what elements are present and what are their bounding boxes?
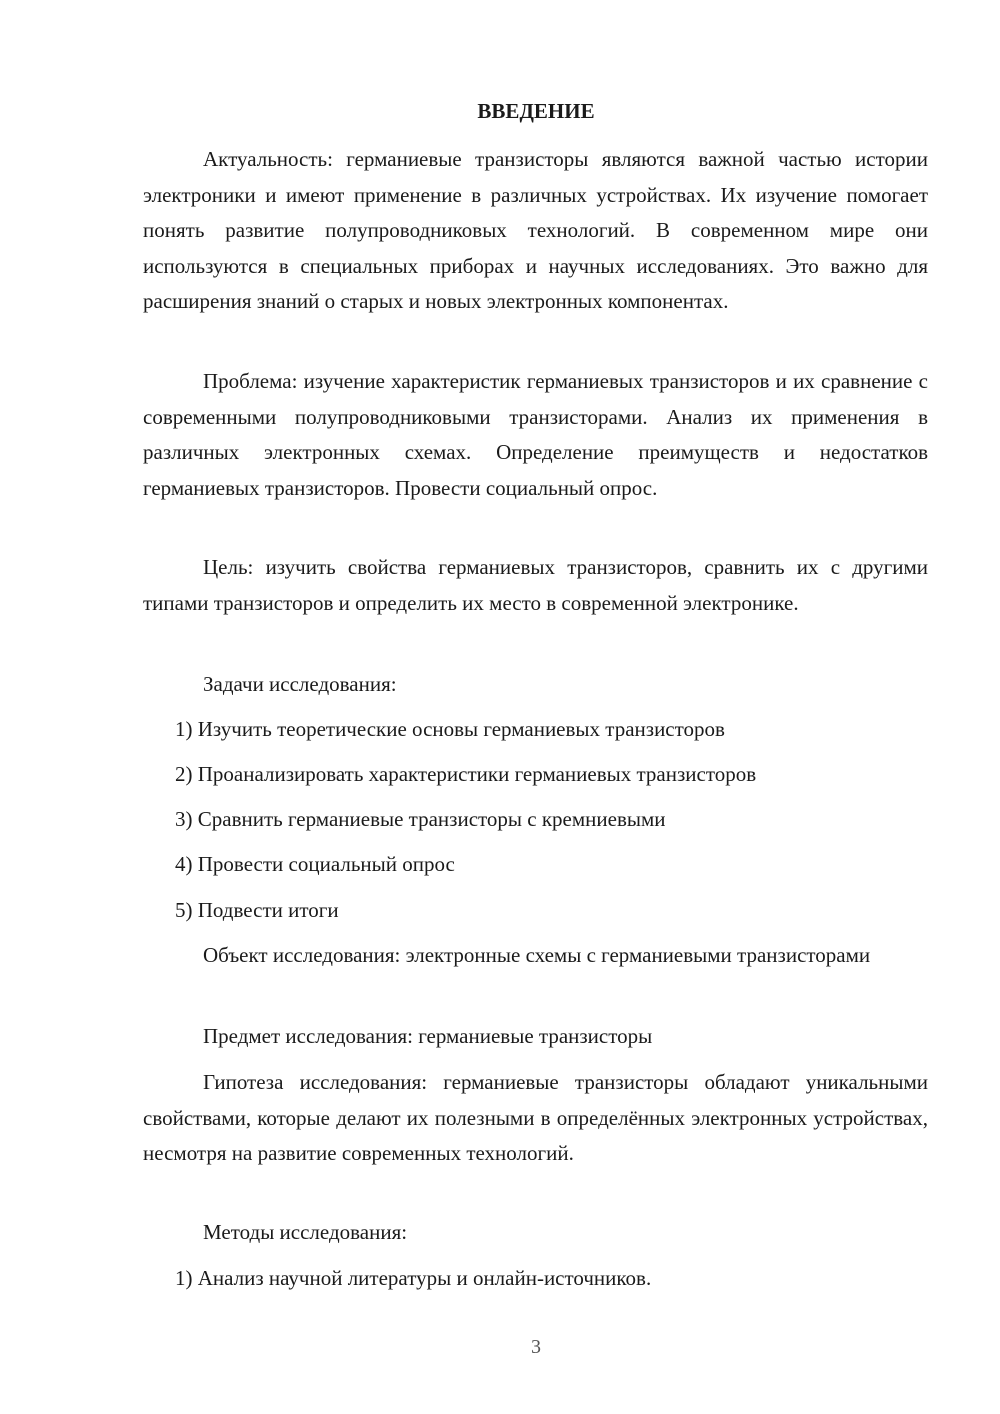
relevance-paragraph: Актуальность: германиевые транзисторы являются важной частью истории электроники и имеют применение в различных устройствах. Их изучение помогает понять развитие полупроводниковых технологий. В современном мире они используются в специальных приборах и научных исследованиях. Это важно для расширения знаний о старых и новых электронных компонентах. [143, 147, 928, 313]
task-item-4: 4) Провести социальный опрос [175, 852, 455, 876]
task-item-3: 3) Сравнить германиевые транзисторы с кремниевыми [175, 807, 666, 831]
subject-paragraph: Предмет исследования: германиевые транзисторы [203, 1024, 653, 1048]
task-item-1: 1) Изучить теоретические основы германиевых транзисторов [175, 717, 725, 741]
section-heading: ВВЕДЕНИЕ [477, 99, 595, 123]
hypothesis-paragraph: Гипотеза исследования: германиевые транзисторы обладают уникальными свойствами, которые делают их полезными в определённых электронных устройствах, несмотря на развитие современных технологий. [143, 1070, 928, 1165]
page-number: 3 [531, 1336, 541, 1358]
method-item-1: 1) Анализ научной литературы и онлайн-источников. [175, 1266, 652, 1290]
methods-heading: Методы исследования: [203, 1220, 408, 1244]
problem-paragraph: Проблема: изучение характеристик германиевых транзисторов и их сравнение с современными полупроводниковыми транзисторами. Анализ их применения в различных электронных схемах. Определение преимуществ и недостатков германиевых транзисторов. Провести социальный опрос. [143, 369, 928, 500]
tasks-heading: Задачи исследования: [203, 672, 397, 696]
task-item-2: 2) Проанализировать характеристики германиевых транзисторов [175, 762, 757, 786]
goal-paragraph: Цель: изучить свойства германиевых транзисторов, сравнить их с другими типами транзисторов и определить их место в современной электронике. [143, 555, 928, 615]
task-item-5: 5) Подвести итоги [175, 898, 339, 922]
object-paragraph: Объект исследования: электронные схемы с германиевыми транзисторами [203, 943, 871, 967]
